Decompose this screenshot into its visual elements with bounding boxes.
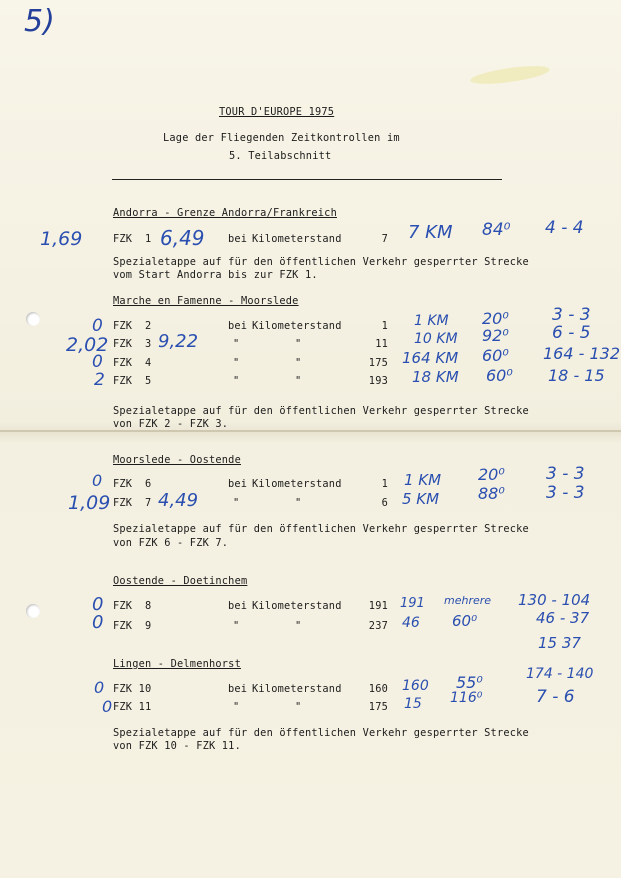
hw-left-note: 0 xyxy=(92,316,103,336)
ditto-mark: " xyxy=(233,620,240,632)
ditto-mark: " xyxy=(295,701,302,713)
hw-range-note: 6 - 5 xyxy=(552,323,591,343)
hw-speed-note: 55⁰ xyxy=(456,673,483,692)
ditto-mark: " xyxy=(295,497,302,509)
fzk-id: FZK 10 xyxy=(113,683,152,695)
section-note: Spezialetappe auf für den öffentlichen Verkehr gesperrter Strecke xyxy=(113,256,529,268)
section-note: Spezialetappe auf für den öffentlichen Verkehr gesperrter Strecke xyxy=(113,523,529,535)
hw-left-note: 0 xyxy=(92,352,103,372)
hw-dist-note: 191 xyxy=(400,596,425,611)
hw-dist-note: 1 KM xyxy=(404,471,442,489)
hw-extra-note: 15 37 xyxy=(538,634,581,652)
ditto-mark: " xyxy=(233,375,240,387)
fzk-id: FZK 4 xyxy=(113,357,152,369)
hw-time-note: 6,49 xyxy=(160,226,205,250)
km-value: 175 xyxy=(368,357,388,369)
hw-speed-note: 88⁰ xyxy=(478,484,505,503)
km-value: 7 xyxy=(381,233,388,245)
hw-range-note: 18 - 15 xyxy=(548,366,605,385)
hw-range-note: 4 - 4 xyxy=(545,218,584,238)
fzk-id: FZK 8 xyxy=(113,600,152,612)
hw-speed-note: 92⁰ xyxy=(482,326,509,345)
hw-speed-note: 60⁰ xyxy=(482,346,509,365)
km-value: 11 xyxy=(375,338,388,350)
km-value: 237 xyxy=(368,620,388,632)
hw-left-note: 0 xyxy=(102,697,113,716)
km-value: 175 xyxy=(368,701,388,713)
doc-title: TOUR D'EUROPE 1975 xyxy=(219,106,335,118)
hw-speed-note: 60⁰ xyxy=(452,612,478,630)
fzk-id: FZK 7 xyxy=(113,497,152,509)
km-label: Kilometerstand xyxy=(252,478,342,490)
hw-dist-note: 160 xyxy=(402,678,429,694)
ditto-mark: " xyxy=(295,620,302,632)
ditto-mark: " xyxy=(295,338,302,350)
section-note: Spezialetappe auf für den öffentlichen Verkehr gesperrter Strecke xyxy=(113,727,529,739)
page-mark: 5) xyxy=(24,4,55,39)
hw-speed-note: 20⁰ xyxy=(478,465,505,484)
ditto-mark: " xyxy=(233,357,240,369)
hw-range-note: 3 - 3 xyxy=(552,305,591,325)
km-value: 160 xyxy=(368,683,388,695)
hw-dist-note: 18 KM xyxy=(412,368,459,386)
section-note: Spezialetappe auf für den öffentlichen Verkehr gesperrter Strecke xyxy=(113,405,529,417)
km-value: 6 xyxy=(381,497,388,509)
section-heading: Lingen - Delmenhorst xyxy=(113,658,241,670)
hw-dist-note: 10 KM xyxy=(414,331,458,347)
paper-stain xyxy=(469,63,550,88)
km-value: 1 xyxy=(381,320,388,332)
ditto-mark: " xyxy=(233,701,240,713)
bei-label: bei xyxy=(228,600,248,612)
hw-time-note: 9,22 xyxy=(158,331,199,352)
hw-dist-note: 5 KM xyxy=(402,490,440,508)
ditto-mark: " xyxy=(295,357,302,369)
hw-range-note: 174 - 140 xyxy=(526,666,594,682)
doc-subtitle: Lage der Fliegenden Zeitkontrollen im xyxy=(163,132,400,144)
hw-dist-note: 164 KM xyxy=(402,349,459,367)
bei-label: bei xyxy=(228,478,248,490)
hw-dist-note: 7 KM xyxy=(408,222,453,243)
bei-label: bei xyxy=(228,683,248,695)
section-note: von FZK 10 - FZK 11. xyxy=(113,740,241,752)
hw-speed-note: mehrere xyxy=(444,594,492,607)
km-label: Kilometerstand xyxy=(252,683,342,695)
doc-subtitle-2: 5. Teilabschnitt xyxy=(229,150,332,162)
fzk-id: FZK 2 xyxy=(113,320,152,332)
km-label: Kilometerstand xyxy=(252,320,342,332)
ditto-mark: " xyxy=(295,375,302,387)
hw-range-note: 7 - 6 xyxy=(536,687,575,707)
paper-fold xyxy=(0,430,621,432)
hw-left-note: 0 xyxy=(92,471,103,490)
hw-range-note: 46 - 37 xyxy=(536,609,590,627)
hw-left-note: 1,09 xyxy=(68,492,111,514)
hw-left-note: 0 xyxy=(92,594,104,615)
section-heading: Oostende - Doetinchem xyxy=(113,575,248,587)
hw-speed-note: 116⁰ xyxy=(450,690,483,706)
fzk-id: FZK 11 xyxy=(113,701,152,713)
ditto-mark: " xyxy=(233,338,240,350)
hw-range-note: 3 - 3 xyxy=(546,483,585,503)
hw-left-note: 0 xyxy=(92,612,104,633)
fzk-id: FZK 6 xyxy=(113,478,152,490)
km-label: Kilometerstand xyxy=(252,233,342,245)
ditto-mark: " xyxy=(233,497,240,509)
hw-dist-note: 1 KM xyxy=(414,313,449,329)
hw-speed-note: 20⁰ xyxy=(482,309,509,328)
hw-range-note: 130 - 104 xyxy=(518,591,591,609)
punch-hole xyxy=(26,604,40,618)
hw-dist-note: 46 xyxy=(402,615,420,631)
divider xyxy=(112,179,502,180)
hw-left-note: 2,02 xyxy=(66,334,109,356)
section-note: von FZK 2 - FZK 3. xyxy=(113,418,229,430)
hw-speed-note: 84⁰ xyxy=(482,220,511,240)
hw-dist-note: 15 xyxy=(404,696,422,712)
hw-range-note: 164 - 132 xyxy=(543,344,621,363)
bei-label: bei xyxy=(228,233,248,245)
fzk-id: FZK 1 xyxy=(113,233,152,245)
section-note: vom Start Andorra bis zur FZK 1. xyxy=(113,269,318,281)
hw-range-note: 3 - 3 xyxy=(546,464,585,484)
km-value: 193 xyxy=(368,375,388,387)
km-value: 191 xyxy=(368,600,388,612)
fzk-id: FZK 9 xyxy=(113,620,152,632)
fzk-id: FZK 3 xyxy=(113,338,152,350)
hw-left-note: 0 xyxy=(94,678,105,697)
section-heading: Andorra - Grenze Andorra/Frankreich xyxy=(113,207,337,219)
bei-label: bei xyxy=(228,320,248,332)
km-label: Kilometerstand xyxy=(252,600,342,612)
hw-time-note: 4,49 xyxy=(158,490,199,511)
section-heading: Marche en Famenne - Moorslede xyxy=(113,295,299,307)
hw-left-note: 2 xyxy=(94,370,105,390)
hw-left-note: 1,69 xyxy=(40,228,83,250)
punch-hole xyxy=(26,312,40,326)
hw-speed-note: 60⁰ xyxy=(486,366,513,385)
fzk-id: FZK 5 xyxy=(113,375,152,387)
section-heading: Moorslede - Oostende xyxy=(113,454,241,466)
section-note: von FZK 6 - FZK 7. xyxy=(113,537,229,549)
km-value: 1 xyxy=(381,478,388,490)
